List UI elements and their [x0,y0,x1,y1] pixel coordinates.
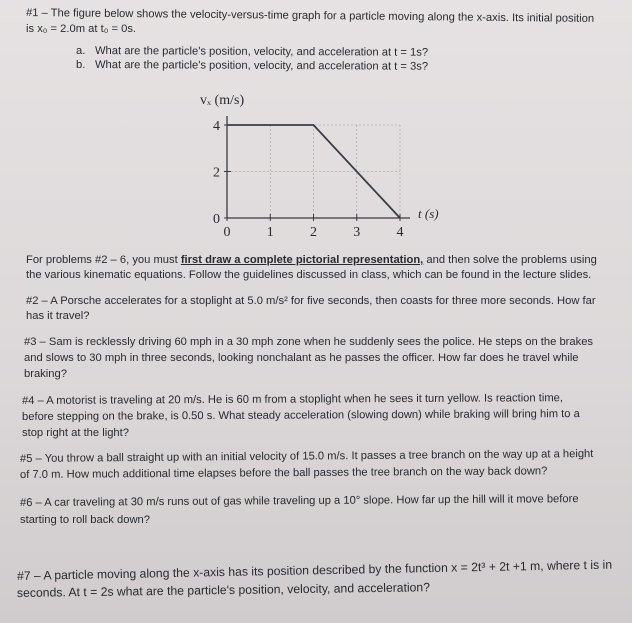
intro-line-1 [26,253,597,268]
problem-1-line-1: #1 – The figure below shows the velocity-versus-time graph for a particle moving along the x-axis. Its initial position [25,7,595,25]
problem-5-line-1: #5 – You throw a ball straight up with an initial velocity of 15.0 m/s. It passes a tree branch on the way up at a height [19,447,594,465]
problem-3-line-3: braking? [24,368,67,380]
intro-text-pre: For problems #2 – 6, you must [26,254,181,266]
problem-4-line-2: before stepping on the brake, is 0.50 s. What steady acceleration (slowing down) while braking will bring him to a [21,408,580,423]
part-a-question: What are the particle's position, velocity, and acceleration at t = 1s? [94,45,429,59]
problem-3-line-1: #3 – Sam is recklessly driving 60 mph in a 30 mph zone when he suddenly sees the police. He steps on the brakes [24,336,594,348]
x-tick-labels [224,225,404,240]
problem-4-line-3: stop right at the light? [22,427,129,439]
problem-6-line-1: #6 – A car traveling at 30 m/s runs out of gas while traveling up a 10° slope. How far up the hill will it move before [19,493,579,509]
problem-2-line-1: #2 – A Porsche accelerates for a stoplight at 5.0 m/s² for five seconds, then coasts for three more seconds. How far [26,295,596,307]
velocity-time-graph [170,88,450,248]
x-tick-label-1: 1 [266,225,274,240]
intro-text-post: and then solve the problems using [423,254,597,266]
x-tick-label-3: 3 [353,225,361,240]
y-tick-label-2: 2 [213,165,220,181]
x-axis-label: t (s) [418,206,439,221]
grid-lines [227,125,400,218]
problem-7-line-2: seconds. At t = 2s what are the particle's position, velocity, and acceleration? [16,580,431,600]
problem-5-line-2: of 7.0 m. How much additional time elapses before the ball passes the tree branch on the way back down? [19,465,548,481]
x-tick-label-0: 0 [223,225,231,240]
problem-2-line-2: has it travel? [26,310,90,322]
part-b-question: What are the particle's position, velocity, and acceleration at t = 3s? [94,59,429,73]
problem-4-line-1: #4 – A motorist is traveling at 20 m/s. He is 60 m from a stoplight when he sees it turn yellow. Is reaction time, [21,392,564,407]
ticks [224,125,400,221]
problem-6-line-2: starting to roll back down? [20,514,150,526]
y-tick-label-4: 4 [213,119,220,134]
x-tick-label-2: 2 [310,225,317,240]
part-b-letter: b. [76,59,86,71]
problem-3-line-2: and slows to 30 mph in three seconds, looking nonchalant as he passes the officer. How far does he travel while [24,352,579,364]
y-tick-labels [213,119,220,227]
part-a-letter: a. [76,45,86,57]
intro-line-2: the various kinematic equations. Follow the guidelines discussed in class, which can be found in the lecture slides. [26,269,592,281]
y-tick-label-0: 0 [213,212,220,227]
problem-7-line-1: #7 – A particle moving along the x-axis has its position described by the function x = 2t³ + 2t +1 m, where t is in [16,557,613,583]
problem-1-line-2: is x₀ = 2.0m at t₀ = 0s. [26,23,137,35]
y-axis-label: vₓ (m/s) [200,93,245,108]
x-tick-label-4: 4 [396,225,404,240]
intro-emphasis: first draw a complete pictorial representation, [180,254,424,266]
